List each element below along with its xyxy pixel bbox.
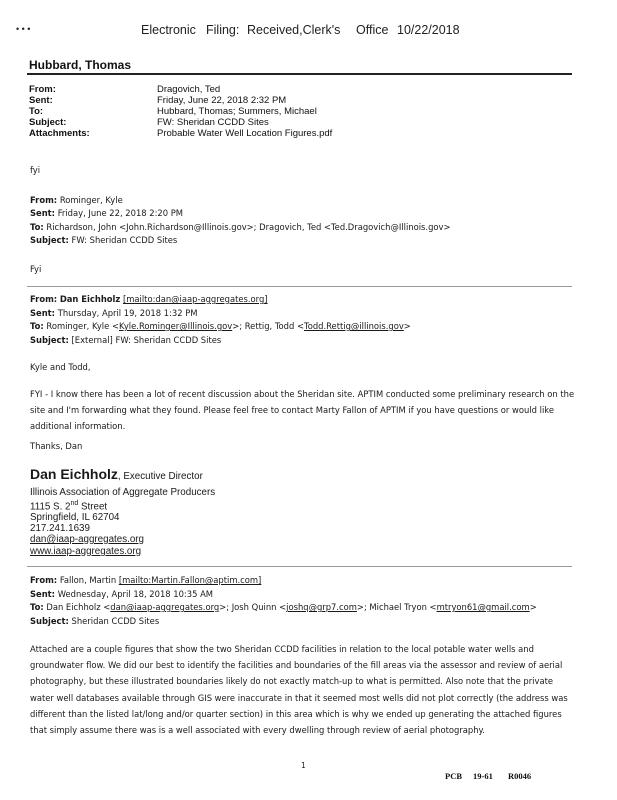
from-label: From: [30,195,58,205]
from-value: Dragovich, Ted [157,84,221,95]
signature-title: , Executive Director [117,471,203,482]
stamp-ref: R0046 [508,771,532,781]
separator [27,286,572,287]
sent-value: Wednesday, April 18, 2018 10:35 AM [57,589,214,599]
from-label: From: [30,575,58,585]
subject-label: Subject: [30,616,69,626]
separator [27,566,572,567]
from-mailto-link[interactable]: [mailto:dan@iaap-aggregates.org] [122,294,268,304]
from-name: Fallon, Martin [59,575,117,585]
to-label: To: [29,106,44,117]
closing: Thanks, Dan [30,441,83,451]
to-link-eichholz[interactable]: dan@iaap-aggregates.org [110,602,220,612]
subject-value: FW: Sheridan CCDD Sites [115,335,222,345]
to-label: To: [30,321,44,331]
filing-electronic: Electronic [141,23,196,37]
from-label: From: [30,294,58,304]
to-link-rominger[interactable]: Kyle.Rominger@Illinois.gov [118,321,233,331]
subject-label: Subject: [29,117,67,128]
subject-value: Sheridan CCDD Sites [71,616,160,626]
filing-date: 10/22/2018 [397,23,460,37]
subject-value: FW: Sheridan CCDD Sites [157,117,269,128]
from-mailto-link[interactable]: [mailto:Martin.Fallon@aptim.com] [118,575,262,585]
page-number: 1 [301,761,306,770]
header-rule [27,73,572,75]
to-text: > [529,602,537,612]
to-text: >; Rettig, Todd < [232,321,304,331]
to-text: Rominger, Kyle < [46,321,119,331]
sent-label: Sent: [30,208,56,218]
signature-org: Illinois Association of Aggregate Producers [30,487,216,498]
signature-web-link[interactable]: www.iaap-aggregates.org [30,546,142,557]
to-link-rettig[interactable]: Todd.Rettig@illinois.gov [304,321,404,331]
from-label: From: [29,84,56,95]
street-sup: nd [70,500,79,507]
to-link-quinn[interactable]: joshq@grp7.com [286,602,357,612]
email-body: FYI - I know there has been a lot of recent discussion about the Sheridan site. APTIM conducted some preliminary research on the site and I'm forwarding what they found. Please feel free to contact Marty Fallon of APTIM if you have questions or would like additional information. [30,389,575,432]
from-name: Dan Eichholz [59,294,121,304]
signature-phone: 217.241.1639 [30,523,90,534]
signature-email-link[interactable]: dan@iaap-aggregates.org [30,534,144,545]
filing-received: Received,Clerk's [247,23,341,37]
sent-value: Friday, June 22, 2018 2:32 PM [157,95,287,106]
street-text: 1115 S. 2 [30,501,71,513]
subject-value: FW: Sheridan CCDD Sites [71,235,178,245]
to-text: Dan Eichholz < [46,602,111,612]
stamp-pcb: PCB [445,771,462,781]
subject-label: Subject: [30,335,69,345]
sent-label: Sent: [30,589,56,599]
to-label: To: [30,222,44,232]
sent-label: Sent: [30,308,56,318]
signature-name: Dan Eichholz [30,466,118,482]
greeting: Kyle and Todd, [30,362,91,372]
stamp-case-number: 19-61 [473,771,493,781]
to-text: >; Michael Tryon < [356,602,437,612]
attachment-file[interactable]: Probable Water Well Location Figures.pdf [157,128,333,139]
signature-city: Springfield, IL 62704 [30,512,120,523]
fyi-text: fyi [30,165,41,175]
email-body: Attached are a couple figures that show the two Sheridan CCDD facilities in relation to the local potable water wells and groundwater flow. We did our best to identify the facilities and boundaries of the fill areas via the assessor and review of aerial photography, but these illustrated boundaries likely do not exactly match-up to what is permitted. Also note that the private water well databases available through GIS were inaccurate in that it seemed most wells did not plot correctly (the address was different than the listed lat/long and/or quarter section) in this area which is why we ended up generating the attached figures that simply assume there was is a well associated with every dwelling through review of aerial photography. [30,644,568,736]
scan-marks: • • • [16,24,31,34]
email-body: Fyi [30,264,42,274]
filing-label: Filing: [206,23,240,37]
subject-label: Subject: [30,235,69,245]
signature-street [30,500,107,512]
to-value: Richardson, John <John.Richardson@Illinois.gov>; Dragovich, Ted <Ted.Dragovich@Illinois.gov> [46,222,451,232]
sent-label: Sent: [29,95,53,106]
to-link-tryon[interactable]: mtryon61@gmail.com [436,602,530,612]
external-tag: [External] [71,335,113,345]
attachments-label: Attachments: [29,128,90,139]
to-text: >; Josh Quinn < [219,602,287,612]
street-end: Street [78,501,108,513]
to-label: To: [30,602,44,612]
sent-value: Friday, June 22, 2018 2:20 PM [57,208,184,218]
to-value: Hubbard, Thomas; Summers, Michael [157,106,317,117]
from-value: Rominger, Kyle [59,195,123,205]
sent-value: Thursday, April 19, 2018 1:32 PM [57,308,198,318]
mailbox-owner: Hubbard, Thomas [29,58,132,72]
filing-office: Office [356,23,389,37]
to-text: > [403,321,411,331]
